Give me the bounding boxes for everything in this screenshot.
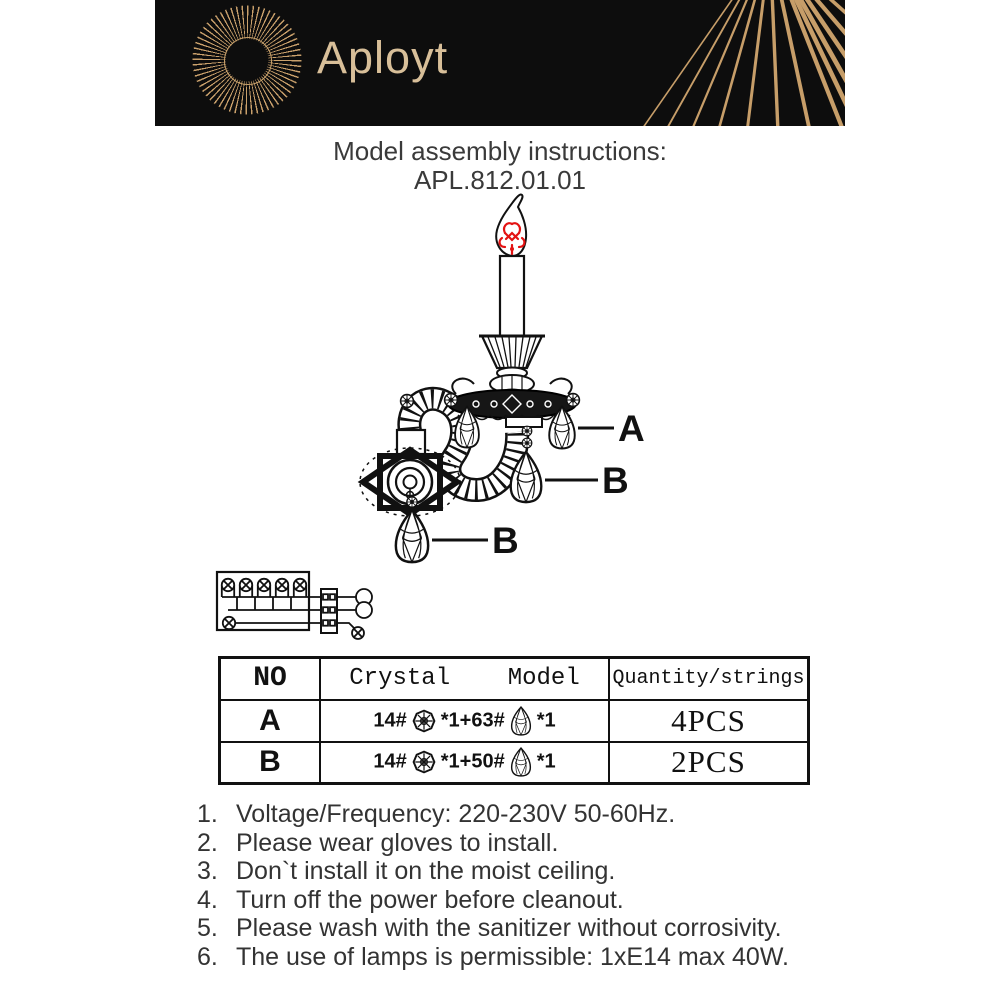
lamp-symbol-bottom-right: [352, 627, 364, 639]
model-number: APL.812.01.01: [413, 165, 587, 195]
list-item: [197, 800, 862, 829]
table-row: [220, 700, 809, 742]
list-item: [197, 829, 862, 858]
row-a-model-join: *1+63#: [440, 709, 505, 731]
item-text: Please wear gloves to install.: [236, 828, 559, 857]
terminal-block: [321, 589, 337, 633]
table-header-row: [220, 658, 809, 700]
item-number: 5.: [197, 914, 218, 942]
row-a-model-suffix: *1: [536, 709, 556, 731]
row-b-model-suffix: *1: [536, 750, 556, 773]
item-number: 1.: [197, 800, 218, 828]
callout-label-b-left: B: [492, 520, 519, 561]
item-text: Voltage/Frequency: 220-230V 50-60Hz.: [236, 800, 676, 828]
row-b-model: [320, 742, 609, 784]
arm-bead: [401, 395, 414, 408]
header-quantity-strings: Quantity/strings: [609, 658, 809, 700]
candle-sleeve: [500, 256, 524, 336]
item-text: Please wash with the sanitizer without corrosivity.: [236, 914, 782, 942]
lamp-symbols-row: [222, 579, 306, 597]
item-number: 2.: [197, 828, 218, 857]
brand-banner: [155, 0, 845, 126]
item-number: 4.: [197, 885, 218, 914]
ray-fan-icon: [535, 0, 845, 126]
teardrop-crystal-icon: [510, 747, 532, 777]
wire-terminal-circle-2: [356, 602, 372, 618]
item-text: Don`t install it on the moist ceiling.: [236, 857, 616, 885]
row-b-model-prefix: 14#: [373, 750, 407, 773]
callout-label-b-mid: B: [602, 460, 629, 501]
octagon-crystal-icon: [412, 709, 436, 733]
brand-name: Aployt: [317, 32, 449, 83]
sunburst-ring-icon: [224, 37, 272, 85]
sconce-assembly-drawing: [330, 188, 680, 568]
item-text: Turn off the power before cleanout.: [236, 885, 624, 914]
teardrop-crystal-icon: [510, 706, 532, 736]
lamp-symbol-bottom-left: [223, 617, 321, 629]
item-text: The use of lamps is permissible: 1xE14 max 40W.: [236, 942, 790, 971]
item-number: 6.: [197, 942, 218, 971]
page-title: [0, 137, 1000, 195]
table-row: [220, 742, 809, 784]
wiring-diagram: [212, 562, 387, 654]
title-line1: Model assembly instructions:: [333, 136, 667, 166]
item-number: 3.: [197, 857, 218, 885]
row-a-model-prefix: 14#: [373, 709, 407, 731]
list-item: [197, 914, 862, 943]
row-b-quantity: 2PCS: [609, 742, 809, 784]
list-item: [197, 943, 862, 972]
row-b-no: B: [220, 742, 321, 784]
list-item: [197, 857, 862, 886]
row-a-quantity: 4PCS: [609, 700, 809, 742]
crystal-parts-table: [218, 656, 810, 785]
header-no: NO: [220, 658, 321, 700]
flame-bulb: [496, 195, 526, 256]
row-b-model-join: *1+50#: [440, 750, 505, 773]
row-a-model: [320, 700, 609, 742]
header-crystal-model: Crystal Model: [320, 658, 609, 700]
row-a-no: A: [220, 700, 321, 742]
octagon-crystal-icon: [412, 750, 436, 774]
instruction-list: [197, 800, 862, 971]
list-item: [197, 886, 862, 915]
callout-label-a: A: [618, 408, 645, 449]
